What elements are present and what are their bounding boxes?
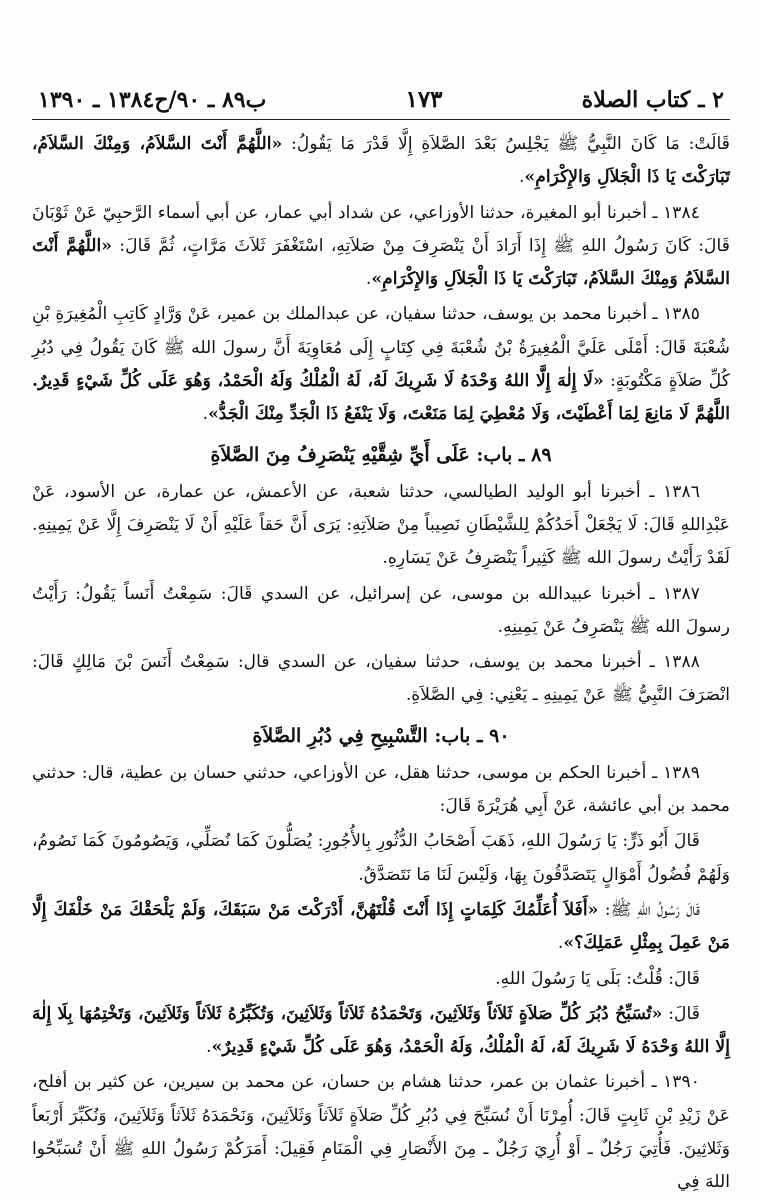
chapter-heading-90: ٩٠ ـ باب: التَّسْبِيحِ فِي دُبُرِ الصَّلاَةِ xyxy=(252,724,510,747)
hadith-end: . xyxy=(365,269,372,290)
running-header xyxy=(32,86,730,120)
page-content xyxy=(32,128,730,1200)
hadith-dua: «اللَّهُمَّ أَنْتَ السَّلاَمُ، وَمِنْكَ السَّلاَمُ، تَبَارَكْتَ يَا ذَا الْجَلاَلِ وَالإِكْرَامِ» xyxy=(32,134,730,188)
hadith-1387: ١٣٨٧ ـ أخبرنا عبيدالله بن موسى، عن إسرائيل، عن السدي قَالَ: سَمِعْتُ أَنَساً يَقُولُ: رَأَيْتُ رسولَ الله ﷺ يَنْصَرِفُ عَنْ يَمِينِهِ. xyxy=(32,583,730,637)
hadith-end: . xyxy=(557,933,564,954)
page-number: ١٧٣ xyxy=(405,86,443,113)
hadith-dua: «أَفَلاَ أُعَلِّمُكَ كَلِمَاتٍ إِذَا أَنْتَ قُلْتَهُنَّ، أَدْرَكْتَ مَنْ سَبَقَكَ، وَلَمْ يَلْحَقْكَ مَنْ خَلْفَكَ إِلَّا مَنْ عَمِلَ بِمِثْلِ عَمَلِكَ؟» xyxy=(32,899,730,954)
hadith-text: قَالَتْ: مَا كَانَ النَّبِيُّ ﷺ يَجْلِسُ بَعْدَ الصَّلاَةِ إِلَّا قَدْرَ مَا يَقُولُ: xyxy=(282,134,731,154)
hadith-text: ١٣٨٤ ـ أخبرنا أبو المغيرة، حدثنا الأوزاعي، عن شداد أبي عمار، عن أبي أسماء الرَّحبِيّ عَنْ ثَوْبَانَ قَالَ: كَانَ رَسُولُ اللهِ ﷺ إِذَا أَرَادَ أَنْ يَنْصَرِفَ مِنْ صَلاَتِهِ، اسْتَغْفَرَ ثَلاَثَ مَرَّاتٍ، ثُمَّ قَالَ: xyxy=(32,202,730,256)
hadith-end: . xyxy=(519,167,525,188)
hadith-text: ١٣٨٥ ـ أخبرنا محمد بن يوسف، حدثنا سفيان، عن عبدالملك بن عمير، عَنْ وَرَّادٍ كَاتِبِ الْمُغِيرَةِ بْنِ شُعْبَةَ قَالَ: أَمْلَى عَلَيَّ الْمُغِيرَةُ بْنُ شُعْبَةَ فِي كِتَابٍ إِلَى مُعَاوِيَةَ أَنَّ رسولَ الله ﷺ كَانَ يَقُولُ فِي دُبُرِ كُلِّ صَلاَةٍ مَكْتُوبَةٍ: xyxy=(32,304,730,392)
hadith-1390: ١٣٩٠ ـ أخبرنا عثمان بن عمر، حدثنا هشام بن حسان، عن محمد بن سيرين، عن كثير بن أفلح، عَنْ زَيْدِ بْنِ ثَابِتٍ قَالَ: أُمِرْنَا أَنْ نُسَبِّحَ فِي دُبُرِ كُلِّ صَلاَةٍ ثَلاَثاً وَثَلاَثِينَ، وَنَحْمَدَهُ ثَلاَثاً وَثَلاَثِينَ، وَنُكَبِّرَ أَرْبَعاً وَثَلاثِينَ. فَأُتِيَ رَجُلٌ ـ أَوْ أُرِيَ رَجُلٌ ـ مِنَ الأَنْصَارِ فِي الْمَنَامِ فَقِيلَ: أَمَرَكُمْ رَسُولُ اللهِ ﷺ أَنْ تُسَبِّحُوا اللهَ فِي xyxy=(32,1072,730,1193)
hadith-1388: ١٣٨٨ ـ أخبرنا محمد بن يوسف، حدثنا سفيان، عن السدي قال: سَمِعْتُ أَنَسَ بْنَ مَالِكٍ قَالَ: انْصَرَفَ النَّبِيُّ ﷺ عَنْ يَمِينِهِ ـ يَعْنِي: فِي الصَّلاَةِ. xyxy=(32,652,730,706)
hadith-1384 xyxy=(32,197,730,297)
header-reference: ب٨٩ ـ ٩٠/ح١٣٨٤ ـ ١٣٩٠ xyxy=(38,87,267,113)
header-chapter: ٢ ـ كتاب الصلاة xyxy=(581,87,724,113)
chapter-heading-89: ٨٩ ـ باب: عَلَى أَيِّ شِقَّيْهِ يَنْصَرِفُ مِنَ الصَّلاَةِ xyxy=(210,443,552,466)
hadith-dua: «لَا إِلٰهَ إِلَّا اللهُ وَحْدَهُ لَا شَرِيكَ لَهُ، لَهُ الْمُلْكُ وَلَهُ الْحَمْدُ، وَهُوَ عَلَى كُلِّ شَيْءٍ قَدِيرٌ. اللَّهُمَّ لَا مَانِعَ لِمَا أَعْطَيْتَ، وَلَا مُعْطِيَ لِمَا مَنَعْتَ، وَلَا يَنْفَعُ ذَا الْجَدِّ مِنْكَ الْجَدُّ» xyxy=(32,371,730,425)
hadith-1389-answer: قَالَ: قُلْتُ: بَلَى يَا رَسُولَ اللهِ. xyxy=(495,968,700,989)
hadith-dua: «تُسَبِّحُ دُبُرَ كُلِّ صَلاَةٍ ثَلاَثاً وَثَلاَثِينَ، وَتَحْمَدُهُ ثَلاَثاً وَثَلاَثِينَ، وَتُكَبِّرُهُ ثَلاَثاً وَثَلاَثِينَ، وَتَخْتِمُهَا بِلَا إِلٰهَ إِلَّا اللهُ وَحْدَهُ لَا شَرِيكَ لَهُ، لَهُ الْمُلْكُ، وَلَهُ الْحَمْدُ، وَهُوَ عَلَى كُلِّ شَيْءٍ قَدِيرٌ» xyxy=(32,1003,730,1058)
hadith-text: قَالَ رَسُولُ اللهِ ﷺ: xyxy=(598,899,700,920)
hadith-1389-abu-dharr: قَالَ أَبُو ذَرٍّ: يَا رَسُولَ اللهِ، ذَهَبَ أَصْحَابُ الدُّثُورِ بِالأُجُورِ: يُصَلُّونَ كَمَا نُصَلِّي، وَيَصُومُونَ كَمَا نَصُومُ، وَلَهُمْ فُضُولُ أَمْوَالٍ يَتَصَدَّقُونَ بِهَا، وَلَيْسَ لَنَا مَا نَتَصَدَّقُ. xyxy=(32,831,730,885)
hadith-1389-tasbih xyxy=(32,998,730,1065)
hadith-continuation xyxy=(32,128,730,195)
hadith-1386: ١٣٨٦ ـ أخبرنا أبو الوليد الطيالسي، حدثنا شعبة، عن الأعمش، عن عمارة، عن الأسود، عَنْ عَبْدِاللهِ قَالَ: لَا يَجْعَلْ أَحَدُكُمْ لِلشَّيْطَانِ نَصِيباً مِنْ صَلاَتِهِ: يَرَى أَنَّ حَقاً عَلَيْهِ أَنْ لَا يَنْصَرِفَ إِلَّا عَنْ يَمِينِهِ. لَقَدْ رَأَيْتُ رسولَ الله ﷺ كَثِيراً يَنْصَرِفُ عَنْ يَسَارِهِ. xyxy=(32,481,730,569)
hadith-1389: ١٣٨٩ ـ أخبرنا الحكم بن موسى، حدثنا هقل، عن الأوزاعي، حدثني حسان بن عطية، قال: حدثني محمد بن أبي عائشة، عَنْ أَبِي هُرَيْرَةَ قَالَ: xyxy=(32,762,730,817)
hadith-1385 xyxy=(32,298,730,431)
hadith-end: . xyxy=(206,1037,212,1058)
hadith-dua: «اللَّهُمَّ أَنْتَ السَّلاَمُ وَمِنْكَ السَّلاَمُ، تَبَارَكْتَ يَا ذَا الْجَلاَلِ وَالإِكْرَامِ» xyxy=(32,235,730,290)
hadith-text: قَالَ: xyxy=(662,1003,700,1024)
hadith-end: . xyxy=(202,404,209,425)
hadith-1389-prophet-reply xyxy=(32,894,730,961)
